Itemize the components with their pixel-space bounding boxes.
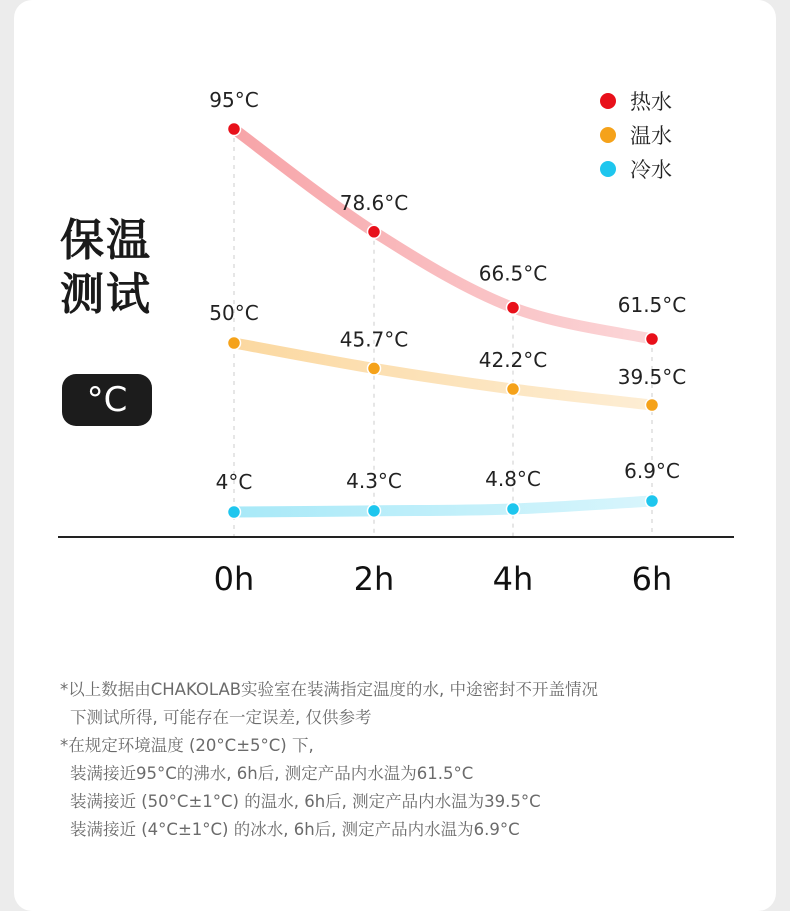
data-point-warm-6h xyxy=(646,399,659,412)
x-tick-label-0h: 0h xyxy=(213,560,255,598)
series-line-warm xyxy=(234,343,652,405)
footnote-line-3: *在规定环境温度 (20°C±5°C) 下, xyxy=(60,736,314,755)
data-point-hot-6h xyxy=(646,333,659,346)
data-label-warm-2h: 45.7°C xyxy=(339,327,409,352)
footnote-line-1: *以上数据由CHAKOLAB实验室在装满指定温度的水, 中途密封不开盖情况 xyxy=(60,680,599,699)
footnote-line-2: 下测试所得, 可能存在一定误差, 仅供参考 xyxy=(70,708,372,727)
data-label-cold-4h: 4.8°C xyxy=(485,466,541,491)
footnote xyxy=(60,676,760,844)
data-label-hot-2h: 78.6°C xyxy=(339,190,409,215)
side-title-line-2: 测试 xyxy=(60,269,152,320)
footnote-line-5: 装满接近 (50°C±1°C) 的温水, 6h后, 测定产品内水温为39.5°C xyxy=(70,792,541,811)
data-point-hot-4h xyxy=(507,301,520,314)
data-label-warm-6h: 39.5°C xyxy=(617,365,687,389)
x-tick-label-6h: 6h xyxy=(631,560,673,598)
side-title-line-1: 保温 xyxy=(60,215,152,266)
data-point-hot-2h xyxy=(368,225,381,238)
legend-label-cold: 冷水 xyxy=(630,158,672,182)
series-line-hot xyxy=(234,129,652,339)
data-point-cold-2h xyxy=(368,504,381,517)
data-label-cold-0h: 4°C xyxy=(215,470,253,494)
data-point-cold-0h xyxy=(228,506,241,519)
unit-badge: °C xyxy=(62,374,152,426)
legend-label-hot: 热水 xyxy=(630,90,672,114)
data-label-cold-6h: 6.9°C xyxy=(624,459,680,483)
data-label-hot-6h: 61.5°C xyxy=(617,293,687,317)
data-label-warm-0h: 50°C xyxy=(209,301,259,325)
data-point-warm-4h xyxy=(507,383,520,396)
data-label-cold-2h: 4.3°C xyxy=(346,468,402,493)
data-point-hot-0h xyxy=(228,123,241,136)
data-label-hot-4h: 66.5°C xyxy=(478,261,548,286)
data-label-hot-0h: 95°C xyxy=(209,88,259,112)
data-point-cold-4h xyxy=(507,502,520,515)
series-line-cold xyxy=(234,501,652,512)
footnote-line-6: 装满接近 (4°C±1°C) 的冰水, 6h后, 测定产品内水温为6.9°C xyxy=(70,820,520,839)
data-point-warm-2h xyxy=(368,362,381,375)
legend-label-warm: 温水 xyxy=(630,124,672,148)
data-label-warm-4h: 42.2°C xyxy=(478,348,548,373)
x-tick-label-2h: 2h xyxy=(353,560,395,598)
footnote-line-4: 装满接近95°C的沸水, 6h后, 测定产品内水温为61.5°C xyxy=(70,764,474,783)
data-point-cold-6h xyxy=(646,495,659,508)
data-point-warm-0h xyxy=(228,337,241,350)
x-tick-label-4h: 4h xyxy=(492,560,534,598)
